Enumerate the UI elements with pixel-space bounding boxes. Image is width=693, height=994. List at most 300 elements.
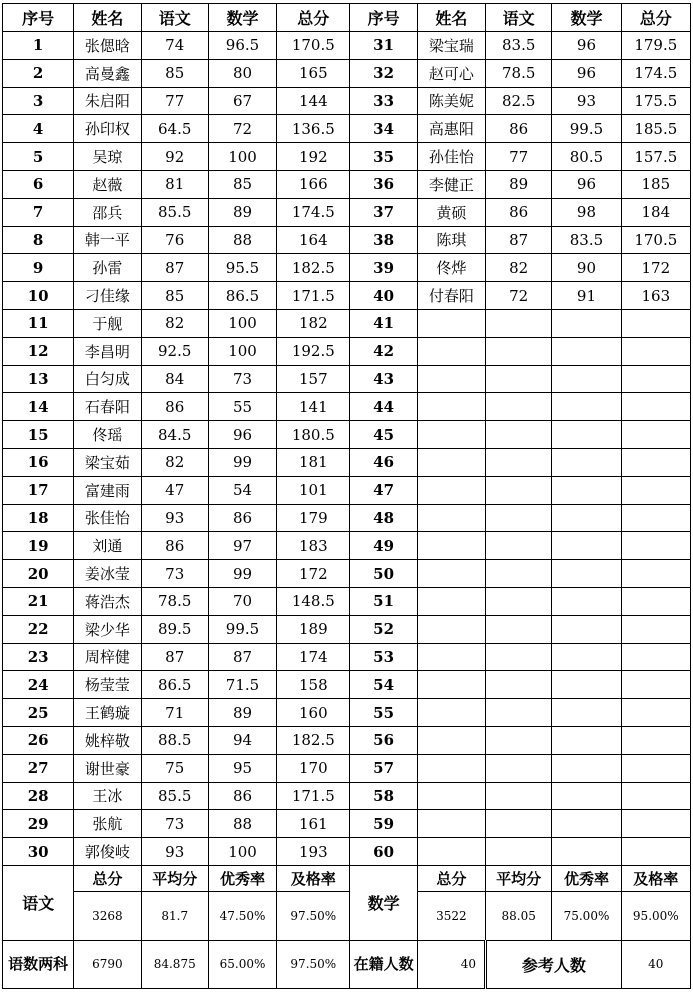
student-name <box>417 782 485 810</box>
both-subjects-label: 语数两科 <box>3 940 74 988</box>
row-index: 36 <box>350 170 417 198</box>
table-row <box>3 726 691 754</box>
row-index: 51 <box>350 587 417 615</box>
chinese-score: 93 <box>141 504 208 532</box>
math-score: 72 <box>208 115 276 143</box>
table-row <box>3 782 691 810</box>
student-name: 韩一平 <box>74 226 141 254</box>
math-score: 87 <box>208 643 276 671</box>
column-header: 语文 <box>486 4 552 32</box>
math-score: 86.5 <box>208 282 276 310</box>
total-score: 182 <box>277 309 350 337</box>
math-score <box>552 309 621 337</box>
chinese-stat-value: 47.50% <box>208 891 276 940</box>
total-score <box>621 393 690 421</box>
student-name: 高曼鑫 <box>74 59 141 87</box>
student-name <box>417 699 485 727</box>
row-index: 53 <box>350 643 417 671</box>
math-score: 98 <box>552 198 621 226</box>
exam-takers-count: 40 <box>621 940 690 988</box>
table-row <box>3 615 691 643</box>
student-name: 王冰 <box>74 782 141 810</box>
row-index: 30 <box>3 838 74 866</box>
total-score <box>621 476 690 504</box>
math-score: 95 <box>208 754 276 782</box>
total-score: 158 <box>277 671 350 699</box>
chinese-score <box>486 365 552 393</box>
student-name: 梁少华 <box>74 615 141 643</box>
row-index: 45 <box>350 421 417 449</box>
student-name: 佟瑶 <box>74 421 141 449</box>
student-name: 梁宝茹 <box>74 448 141 476</box>
chinese-score: 78.5 <box>486 59 552 87</box>
math-score <box>552 365 621 393</box>
stat-header: 及格率 <box>621 865 690 891</box>
total-score: 171.5 <box>277 282 350 310</box>
total-score: 172 <box>621 254 690 282</box>
student-name: 富建雨 <box>74 476 141 504</box>
student-name <box>417 476 485 504</box>
math-score <box>552 448 621 476</box>
chinese-summary-label: 语文 <box>3 865 74 940</box>
math-score: 100 <box>208 838 276 866</box>
student-name <box>417 810 485 838</box>
student-name <box>417 754 485 782</box>
total-score <box>621 309 690 337</box>
total-score: 141 <box>277 393 350 421</box>
stat-header: 总分 <box>74 865 141 891</box>
chinese-score <box>486 448 552 476</box>
row-index: 16 <box>3 448 74 476</box>
math-score <box>552 838 621 866</box>
chinese-score: 74 <box>141 32 208 60</box>
table-row <box>3 810 691 838</box>
chinese-stat-value: 97.50% <box>277 891 350 940</box>
row-index: 25 <box>3 699 74 727</box>
chinese-score: 82 <box>141 309 208 337</box>
column-header: 序号 <box>350 4 417 32</box>
chinese-score <box>486 699 552 727</box>
column-header: 语文 <box>141 4 208 32</box>
both-stat-value: 97.50% <box>277 940 350 988</box>
total-score: 185 <box>621 170 690 198</box>
total-score: 182.5 <box>277 254 350 282</box>
both-stat-value: 6790 <box>74 940 141 988</box>
table-row <box>3 393 691 421</box>
chinese-score <box>486 532 552 560</box>
score-sheet <box>2 3 691 991</box>
math-score: 99.5 <box>552 115 621 143</box>
row-index: 49 <box>350 532 417 560</box>
math-score <box>552 754 621 782</box>
score-table <box>2 3 691 989</box>
student-name: 佟烨 <box>417 254 485 282</box>
student-name: 李昌明 <box>74 337 141 365</box>
chinese-score: 76 <box>141 226 208 254</box>
column-header: 序号 <box>3 4 74 32</box>
chinese-score: 73 <box>141 560 208 588</box>
row-index: 8 <box>3 226 74 254</box>
chinese-stat-value: 3268 <box>74 891 141 940</box>
math-score <box>552 699 621 727</box>
total-score: 175.5 <box>621 87 690 115</box>
row-index: 41 <box>350 309 417 337</box>
student-name: 陈琪 <box>417 226 485 254</box>
row-index: 56 <box>350 726 417 754</box>
student-name: 张佳怡 <box>74 504 141 532</box>
student-name <box>417 448 485 476</box>
table-row <box>3 754 691 782</box>
math-summary-label: 数学 <box>350 865 417 940</box>
chinese-score: 78.5 <box>141 587 208 615</box>
student-name: 梁宝瑞 <box>417 32 485 60</box>
header-row <box>3 4 691 32</box>
chinese-score <box>486 671 552 699</box>
student-name <box>417 615 485 643</box>
math-score <box>552 810 621 838</box>
chinese-score: 86.5 <box>141 671 208 699</box>
chinese-score: 86 <box>486 115 552 143</box>
total-score: 174.5 <box>621 59 690 87</box>
total-score: 171.5 <box>277 782 350 810</box>
math-score: 99.5 <box>208 615 276 643</box>
student-name: 谢世豪 <box>74 754 141 782</box>
math-score <box>552 587 621 615</box>
table-row <box>3 226 691 254</box>
math-score <box>552 560 621 588</box>
row-index: 2 <box>3 59 74 87</box>
total-score: 148.5 <box>277 587 350 615</box>
chinese-score: 88.5 <box>141 726 208 754</box>
row-index: 42 <box>350 337 417 365</box>
table-row <box>3 143 691 171</box>
total-score: 174.5 <box>277 198 350 226</box>
chinese-score <box>486 309 552 337</box>
math-score: 100 <box>208 143 276 171</box>
chinese-score: 77 <box>486 143 552 171</box>
table-row <box>3 587 691 615</box>
total-score: 165 <box>277 59 350 87</box>
math-stat-value: 95.00% <box>621 891 690 940</box>
math-score: 86 <box>208 782 276 810</box>
stat-header: 总分 <box>417 865 485 891</box>
table-row <box>3 448 691 476</box>
total-score: 164 <box>277 226 350 254</box>
chinese-score: 85.5 <box>141 782 208 810</box>
row-index: 12 <box>3 337 74 365</box>
student-name: 周梓健 <box>74 643 141 671</box>
chinese-score <box>486 726 552 754</box>
total-score: 189 <box>277 615 350 643</box>
table-row <box>3 309 691 337</box>
chinese-score: 82 <box>141 448 208 476</box>
table-row <box>3 643 691 671</box>
chinese-score: 85 <box>141 282 208 310</box>
total-score <box>621 643 690 671</box>
chinese-score: 87 <box>486 226 552 254</box>
row-index: 19 <box>3 532 74 560</box>
math-score <box>552 476 621 504</box>
student-name <box>417 726 485 754</box>
chinese-stat-value: 81.7 <box>141 891 208 940</box>
chinese-score <box>486 476 552 504</box>
row-index: 31 <box>350 32 417 60</box>
chinese-score <box>486 587 552 615</box>
table-row <box>3 198 691 226</box>
student-name <box>417 393 485 421</box>
chinese-score <box>486 560 552 588</box>
math-score: 80.5 <box>552 143 621 171</box>
student-name <box>417 365 485 393</box>
total-score: 161 <box>277 810 350 838</box>
math-score: 80 <box>208 59 276 87</box>
row-index: 11 <box>3 309 74 337</box>
student-name: 刘通 <box>74 532 141 560</box>
row-index: 14 <box>3 393 74 421</box>
row-index: 57 <box>350 754 417 782</box>
math-score: 96 <box>552 32 621 60</box>
total-score <box>621 448 690 476</box>
column-header: 数学 <box>208 4 276 32</box>
row-index: 18 <box>3 504 74 532</box>
row-index: 44 <box>350 393 417 421</box>
math-score: 99 <box>208 560 276 588</box>
chinese-score: 92 <box>141 143 208 171</box>
row-index: 15 <box>3 421 74 449</box>
column-header: 数学 <box>552 4 621 32</box>
math-score: 88 <box>208 226 276 254</box>
row-index: 39 <box>350 254 417 282</box>
chinese-score <box>486 615 552 643</box>
math-score: 93 <box>552 87 621 115</box>
math-score <box>552 782 621 810</box>
total-score <box>621 671 690 699</box>
stat-header: 平均分 <box>141 865 208 891</box>
math-score: 100 <box>208 337 276 365</box>
student-name: 于舰 <box>74 309 141 337</box>
chinese-score: 75 <box>141 754 208 782</box>
total-score <box>621 421 690 449</box>
total-score: 144 <box>277 87 350 115</box>
math-score: 54 <box>208 476 276 504</box>
math-score <box>552 726 621 754</box>
column-header: 姓名 <box>417 4 485 32</box>
math-score: 96 <box>208 421 276 449</box>
student-name: 高惠阳 <box>417 115 485 143</box>
chinese-score: 87 <box>141 254 208 282</box>
total-score: 170.5 <box>277 32 350 60</box>
student-name <box>417 838 485 866</box>
student-name: 郭俊岐 <box>74 838 141 866</box>
table-row <box>3 87 691 115</box>
chinese-score: 85 <box>141 59 208 87</box>
column-header: 总分 <box>621 4 690 32</box>
student-name: 杨莹莹 <box>74 671 141 699</box>
row-index: 43 <box>350 365 417 393</box>
row-index: 20 <box>3 560 74 588</box>
row-index: 9 <box>3 254 74 282</box>
row-index: 23 <box>3 643 74 671</box>
row-index: 50 <box>350 560 417 588</box>
total-score: 163 <box>621 282 690 310</box>
table-row <box>3 504 691 532</box>
row-index: 17 <box>3 476 74 504</box>
row-index: 24 <box>3 671 74 699</box>
table-row <box>3 671 691 699</box>
row-index: 60 <box>350 838 417 866</box>
chinese-score <box>486 810 552 838</box>
chinese-score: 72 <box>486 282 552 310</box>
chinese-score <box>486 393 552 421</box>
stat-header: 及格率 <box>277 865 350 891</box>
row-index: 59 <box>350 810 417 838</box>
chinese-score: 84.5 <box>141 421 208 449</box>
chinese-score: 89.5 <box>141 615 208 643</box>
math-score <box>552 337 621 365</box>
total-score: 179 <box>277 504 350 532</box>
table-row <box>3 532 691 560</box>
total-score: 192.5 <box>277 337 350 365</box>
student-name: 刁佳缘 <box>74 282 141 310</box>
student-name <box>417 421 485 449</box>
student-name: 蒋浩杰 <box>74 587 141 615</box>
chinese-score <box>486 838 552 866</box>
table-row <box>3 337 691 365</box>
total-score <box>621 615 690 643</box>
student-name: 朱启阳 <box>74 87 141 115</box>
math-score: 90 <box>552 254 621 282</box>
chinese-score: 81 <box>141 170 208 198</box>
math-score: 89 <box>208 198 276 226</box>
total-score: 170 <box>277 754 350 782</box>
row-index: 46 <box>350 448 417 476</box>
math-score: 70 <box>208 587 276 615</box>
chinese-score: 86 <box>141 532 208 560</box>
math-score: 71.5 <box>208 671 276 699</box>
student-name: 黄硕 <box>417 198 485 226</box>
total-score <box>621 838 690 866</box>
table-row <box>3 476 691 504</box>
chinese-score: 64.5 <box>141 115 208 143</box>
chinese-score: 77 <box>141 87 208 115</box>
table-row <box>3 32 691 60</box>
total-score <box>621 587 690 615</box>
chinese-score: 93 <box>141 838 208 866</box>
column-header: 总分 <box>277 4 350 32</box>
row-index: 5 <box>3 143 74 171</box>
total-score: 160 <box>277 699 350 727</box>
total-score <box>621 726 690 754</box>
student-name <box>417 337 485 365</box>
chinese-score: 85.5 <box>141 198 208 226</box>
total-score: 193 <box>277 838 350 866</box>
chinese-score: 92.5 <box>141 337 208 365</box>
total-score: 184 <box>621 198 690 226</box>
table-row <box>3 59 691 87</box>
stat-header: 平均分 <box>486 865 552 891</box>
math-score: 99 <box>208 448 276 476</box>
math-score: 100 <box>208 309 276 337</box>
student-name: 陈美妮 <box>417 87 485 115</box>
row-index: 34 <box>350 115 417 143</box>
student-name <box>417 587 485 615</box>
student-name: 张偲晗 <box>74 32 141 60</box>
student-name: 姜冰莹 <box>74 560 141 588</box>
math-stat-value: 88.05 <box>486 891 552 940</box>
row-index: 32 <box>350 59 417 87</box>
summary-both-row <box>3 940 691 988</box>
total-score: 181 <box>277 448 350 476</box>
student-name: 邵兵 <box>74 198 141 226</box>
math-score: 88 <box>208 810 276 838</box>
math-stat-value: 3522 <box>417 891 485 940</box>
chinese-score: 82.5 <box>486 87 552 115</box>
chinese-score: 71 <box>141 699 208 727</box>
student-name: 姚梓敬 <box>74 726 141 754</box>
math-score: 96 <box>552 170 621 198</box>
table-row <box>3 699 691 727</box>
math-score: 55 <box>208 393 276 421</box>
row-index: 54 <box>350 671 417 699</box>
student-name: 吴琼 <box>74 143 141 171</box>
chinese-score <box>486 754 552 782</box>
total-score <box>621 782 690 810</box>
student-name: 孙佳怡 <box>417 143 485 171</box>
row-index: 4 <box>3 115 74 143</box>
math-score <box>552 532 621 560</box>
chinese-score <box>486 337 552 365</box>
chinese-score: 47 <box>141 476 208 504</box>
math-score <box>552 504 621 532</box>
math-score <box>552 615 621 643</box>
total-score <box>621 365 690 393</box>
total-score: 183 <box>277 532 350 560</box>
student-name <box>417 532 485 560</box>
row-index: 47 <box>350 476 417 504</box>
enrolled-count: 40 <box>417 940 485 988</box>
total-score <box>621 532 690 560</box>
table-row <box>3 282 691 310</box>
row-index: 33 <box>350 87 417 115</box>
chinese-score: 89 <box>486 170 552 198</box>
math-score: 96 <box>552 59 621 87</box>
math-score: 94 <box>208 726 276 754</box>
math-score <box>552 671 621 699</box>
row-index: 40 <box>350 282 417 310</box>
student-name: 白匀成 <box>74 365 141 393</box>
total-score: 174 <box>277 643 350 671</box>
math-score: 73 <box>208 365 276 393</box>
math-score: 85 <box>208 170 276 198</box>
row-index: 6 <box>3 170 74 198</box>
summary-header-row <box>3 865 691 891</box>
math-score: 96.5 <box>208 32 276 60</box>
row-index: 58 <box>350 782 417 810</box>
total-score <box>621 337 690 365</box>
row-index: 52 <box>350 615 417 643</box>
student-name: 付春阳 <box>417 282 485 310</box>
row-index: 37 <box>350 198 417 226</box>
total-score <box>621 810 690 838</box>
row-index: 22 <box>3 615 74 643</box>
student-name: 孙印权 <box>74 115 141 143</box>
student-name <box>417 643 485 671</box>
row-index: 48 <box>350 504 417 532</box>
chinese-score: 84 <box>141 365 208 393</box>
table-row <box>3 254 691 282</box>
total-score <box>621 560 690 588</box>
chinese-score <box>486 643 552 671</box>
